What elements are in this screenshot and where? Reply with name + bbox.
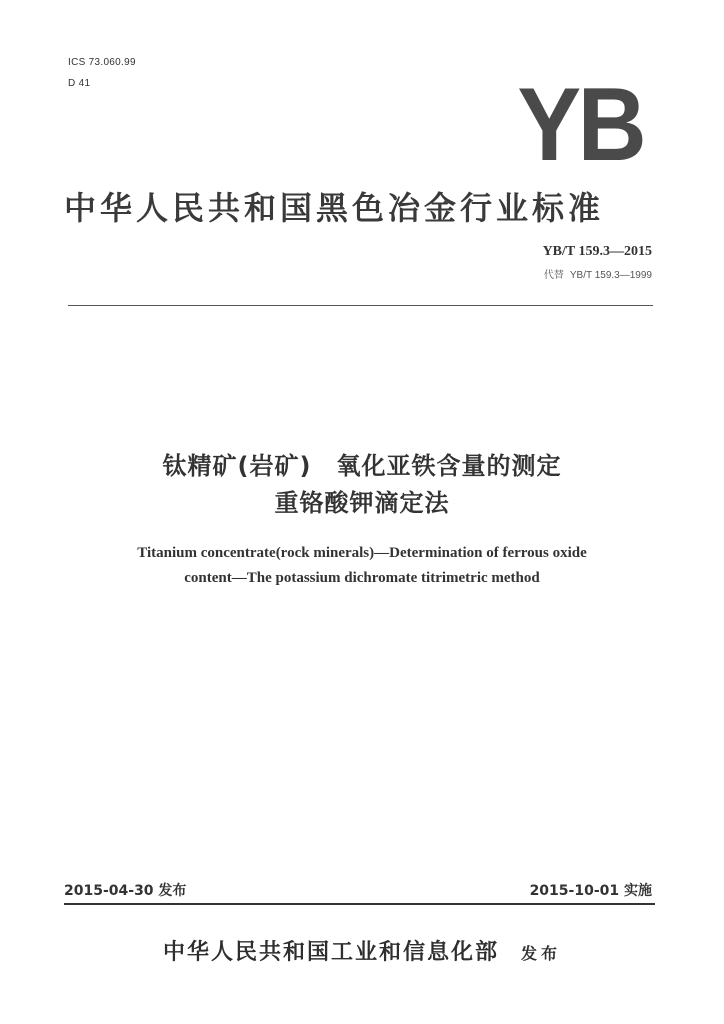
replaces-label: 代替 (543, 270, 564, 281)
issue-date: 2015-04-30 发布 (64, 883, 187, 899)
publisher-name: 中华人民共和国工业和信息化部 (162, 939, 499, 965)
classification-codes (68, 56, 136, 98)
publish-action: 发布 (521, 944, 562, 963)
chinese-title-line-1: 钛精矿(岩矿) 氧化亚铁含量的测定 (162, 452, 562, 480)
ics-code: ICS 73.060.99 (68, 57, 136, 68)
english-title-line-1: Titanium concentrate(rock minerals)—Determination of ferrous oxide (137, 545, 587, 561)
publisher-line (0, 935, 724, 966)
replaced-standard-number: YB/T 159.3—1999 (569, 270, 652, 281)
ccs-code: D 41 (68, 78, 91, 89)
english-title-line-2: content—The potassium dichromate titrimetric method (184, 570, 540, 586)
header-divider (68, 305, 653, 306)
chinese-title-line-2: 重铬酸钾滴定法 (274, 489, 450, 517)
industry-standard-title: 中华人民共和国黑色冶金行业标准 (64, 189, 605, 227)
footer-divider (64, 903, 655, 905)
standard-number: YB/T 159.3—2015 (542, 244, 652, 259)
implementation-date: 2015-10-01 实施 (529, 883, 652, 899)
replaces-note (544, 266, 652, 281)
yb-logo: YB (517, 67, 643, 183)
